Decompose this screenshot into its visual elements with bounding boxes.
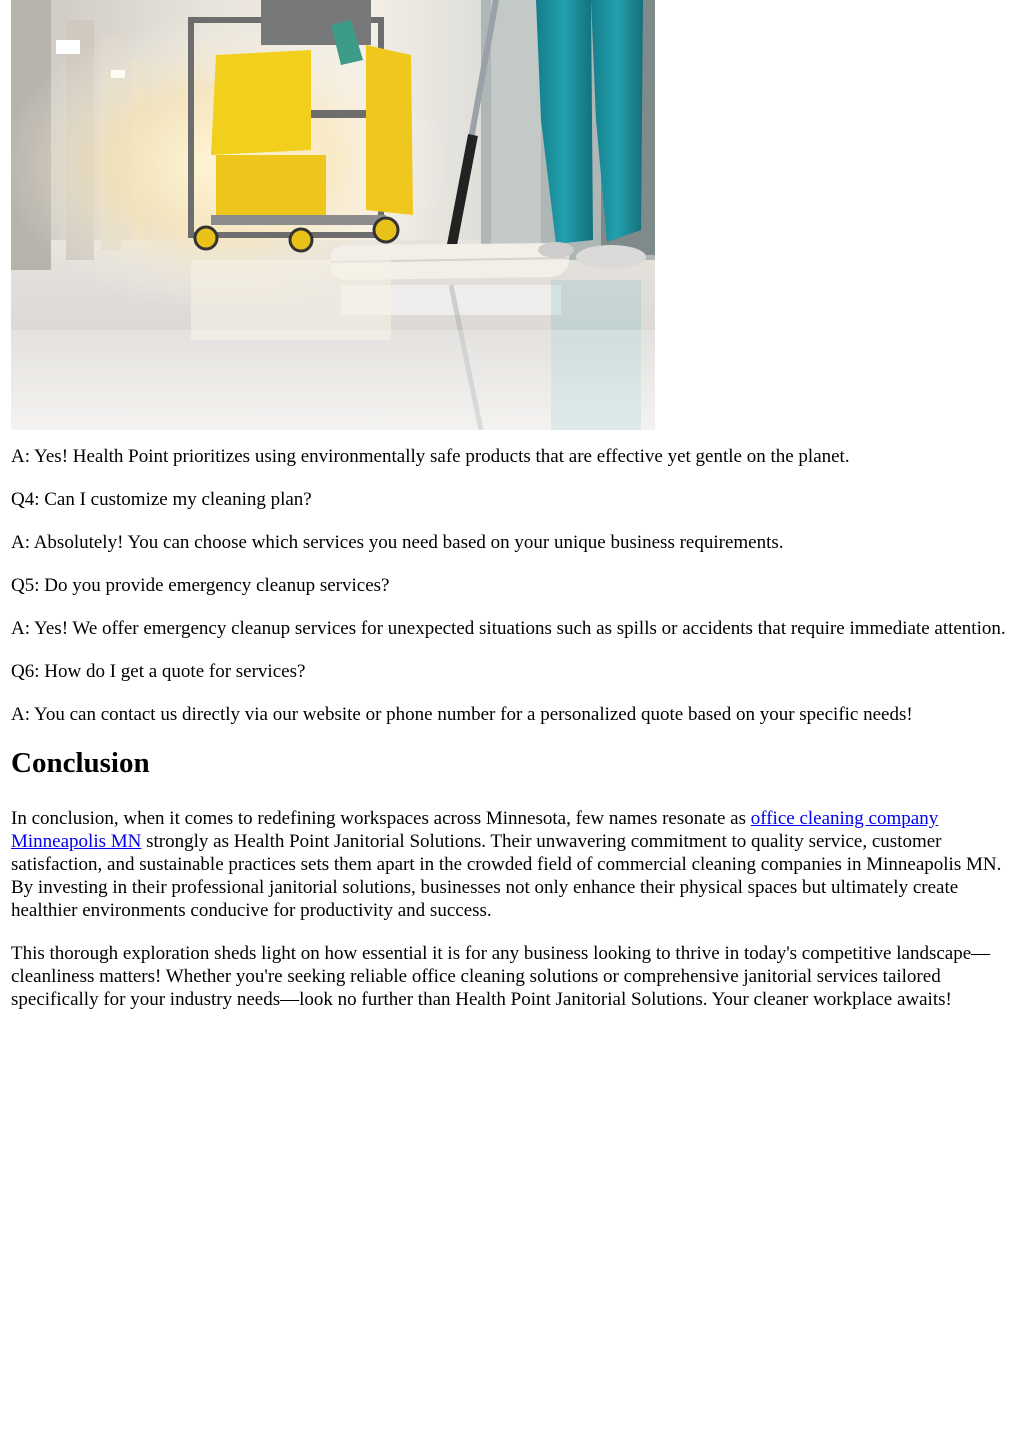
conclusion-heading: Conclusion — [11, 747, 150, 779]
office-cleaning-company-link[interactable]: office cleaning company Minneapolis MN — [11, 808, 939, 852]
faq-question-6: Q6: How do I get a quote for services? — [11, 661, 306, 682]
hero-image — [11, 0, 655, 430]
faq-answer-6: A: You can contact us directly via our website or phone number for a personalized quote based on your specific needs! — [11, 704, 913, 725]
conclusion-text-before-link: In conclusion, when it comes to redefining workspaces across Minnesota, few names resonate as — [11, 808, 751, 829]
faq-answer-3: A: Yes! Health Point prioritizes using environmentally safe products that are effective yet gentle on the planet. — [11, 446, 850, 467]
faq-question-4: Q4: Can I customize my cleaning plan? — [11, 489, 312, 510]
faq-answer-5: A: Yes! We offer emergency cleanup services for unexpected situations such as spills or accidents that require immediate attention. — [11, 618, 1006, 639]
conclusion-text-after-link: strongly as Health Point Janitorial Solutions. Their unwavering commitment to quality service, customer satisfaction, and sustainable practices sets them apart in the crowded field of commercial cleaning companies in Minneapolis MN. By investing in their professional janitorial solutions, businesses not only enhance their physical spaces but ultimately create healthier environments conducive for productivity and success. — [11, 831, 1002, 921]
faq-question-5: Q5: Do you provide emergency cleanup services? — [11, 575, 390, 596]
article-body — [11, 445, 1011, 1031]
conclusion-paragraph-2: This thorough exploration sheds light on how essential it is for any business looking to thrive in today's competitive landscape—cleanliness matters! Whether you're seeking reliable office cleaning solutions or comprehensive janitorial services tailored specifically for your industry needs—look no further than Health Point Janitorial Solutions. Your cleaner workplace awaits! — [11, 943, 991, 1010]
conclusion-paragraph-1 — [11, 807, 1011, 922]
faq-answer-4: A: Absolutely! You can choose which services you need based on your unique business requirements. — [11, 532, 784, 553]
cleaning-photo — [11, 0, 655, 430]
